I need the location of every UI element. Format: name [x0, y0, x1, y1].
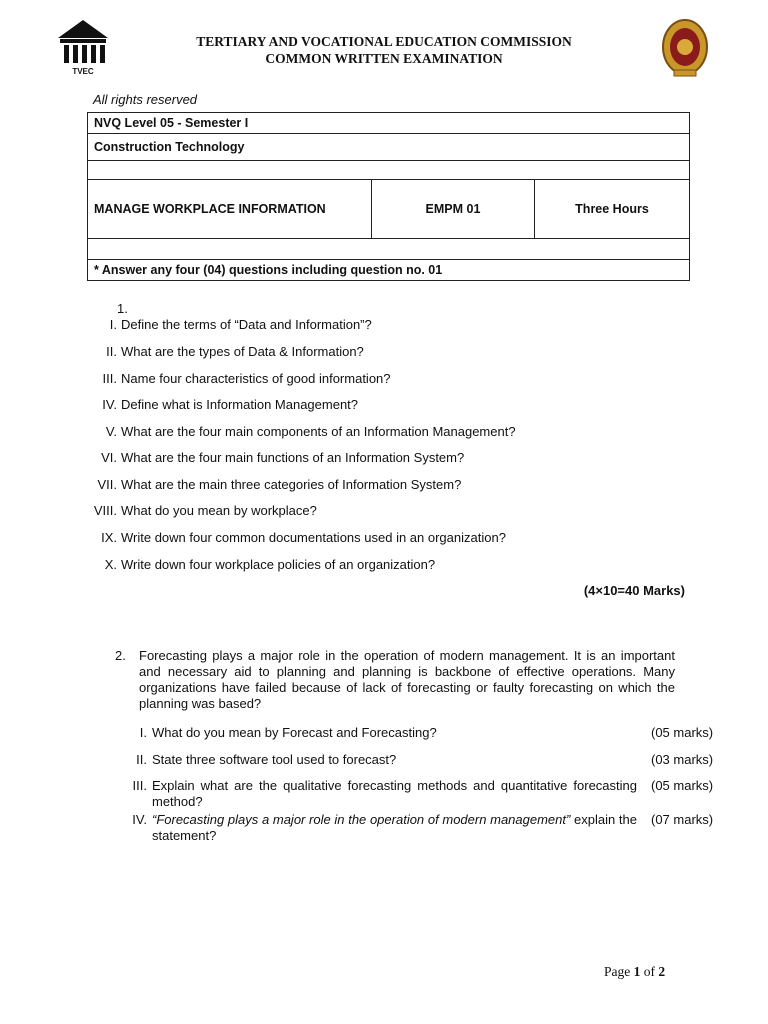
exam-info-table — [87, 112, 690, 281]
q2-roman: IV. — [132, 812, 147, 827]
instruction-cell: * Answer any four (04) questions including question no. 01 — [88, 260, 690, 281]
question-2-number: 2. — [115, 648, 126, 663]
header-commission: TERTIARY AND VOCATIONAL EDUCATION COMMISSION — [196, 34, 572, 49]
q2-item-4 — [152, 812, 637, 844]
q2-item-text: State three software tool used to forecast? — [152, 752, 397, 767]
level-cell: NVQ Level 05 - Semester I — [88, 113, 690, 134]
header-exam: COMMON WRITTEN EXAMINATION — [265, 51, 503, 66]
q1-item-text: What are the four main functions of an Information System? — [121, 450, 465, 465]
logo-text: TVEC — [72, 67, 94, 76]
q2-item-marks: (05 marks) — [651, 725, 714, 740]
q2-quote: “Forecasting plays a major role in the operation of modern management” — [152, 812, 571, 827]
q1-item-text: What do you mean by workplace? — [121, 503, 317, 518]
q2-roman: I. — [139, 725, 147, 740]
q1-roman: VII. — [97, 477, 117, 492]
q1-roman: I. — [109, 317, 117, 332]
page-current: 1 — [633, 964, 641, 979]
q1-item-text: Define the terms of “Data and Information”? — [121, 317, 372, 332]
module-name-cell: MANAGE WORKPLACE INFORMATION — [88, 180, 372, 239]
q1-item-text: What are the main three categories of Information System? — [121, 477, 462, 492]
q1-roman: VIII. — [93, 503, 117, 518]
q1-item-text: What are the types of Data & Information? — [121, 344, 364, 359]
q1-item-text: Define what is Information Management? — [121, 397, 359, 412]
q2-roman: II. — [136, 752, 147, 767]
q1-item-text: Write down four workplace policies of an organization? — [121, 557, 436, 572]
q2-item-text: explain the statement? — [152, 812, 637, 843]
q1-item-text: What are the four main components of an Information Management? — [121, 424, 516, 439]
q2-item-text: Explain what are the qualitative forecasting methods and quantitative forecasting method? — [152, 778, 637, 809]
blank-row — [88, 161, 690, 180]
q1-roman: V. — [105, 424, 117, 439]
q2-item-marks: (07 marks) — [651, 812, 714, 827]
q1-total-marks: (4×10=40 Marks) — [583, 583, 685, 598]
program-cell: Construction Technology — [88, 134, 690, 161]
q1-roman: VI. — [101, 450, 117, 465]
q1-roman: III. — [102, 371, 117, 386]
q2-roman: III. — [132, 778, 147, 793]
duration-cell: Three Hours — [535, 180, 690, 239]
q1-roman: IV. — [102, 397, 117, 412]
q1-roman: X. — [104, 557, 117, 572]
page-word: Page — [604, 964, 631, 979]
q1-item-text: Write down four common documentations used in an organization? — [121, 530, 506, 545]
page-total: 2 — [658, 964, 666, 979]
q2-item-marks: (05 marks) — [651, 778, 714, 793]
blank-row — [88, 239, 690, 260]
q2-item-text: What do you mean by Forecast and Forecasting? — [152, 725, 437, 740]
module-code-cell: EMPM 01 — [372, 180, 535, 239]
q1-roman: IX. — [101, 530, 117, 545]
rights-reserved: All rights reserved — [93, 92, 198, 107]
question-1-number: 1. — [117, 301, 128, 316]
q1-roman: II. — [106, 344, 117, 359]
page-number — [604, 964, 665, 980]
of-word: of — [643, 964, 655, 979]
question-2-paragraph: Forecasting plays a major role in the operation of modern management. It is an important and necessary aid to planning and planning is backbone of effective operations. Many organizations have failed because of lack of forecasting or faulty forecasting on which the planning was based? — [139, 648, 675, 711]
q1-item-text: Name four characteristics of good information? — [121, 371, 391, 386]
q2-item-marks: (03 marks) — [651, 752, 714, 767]
